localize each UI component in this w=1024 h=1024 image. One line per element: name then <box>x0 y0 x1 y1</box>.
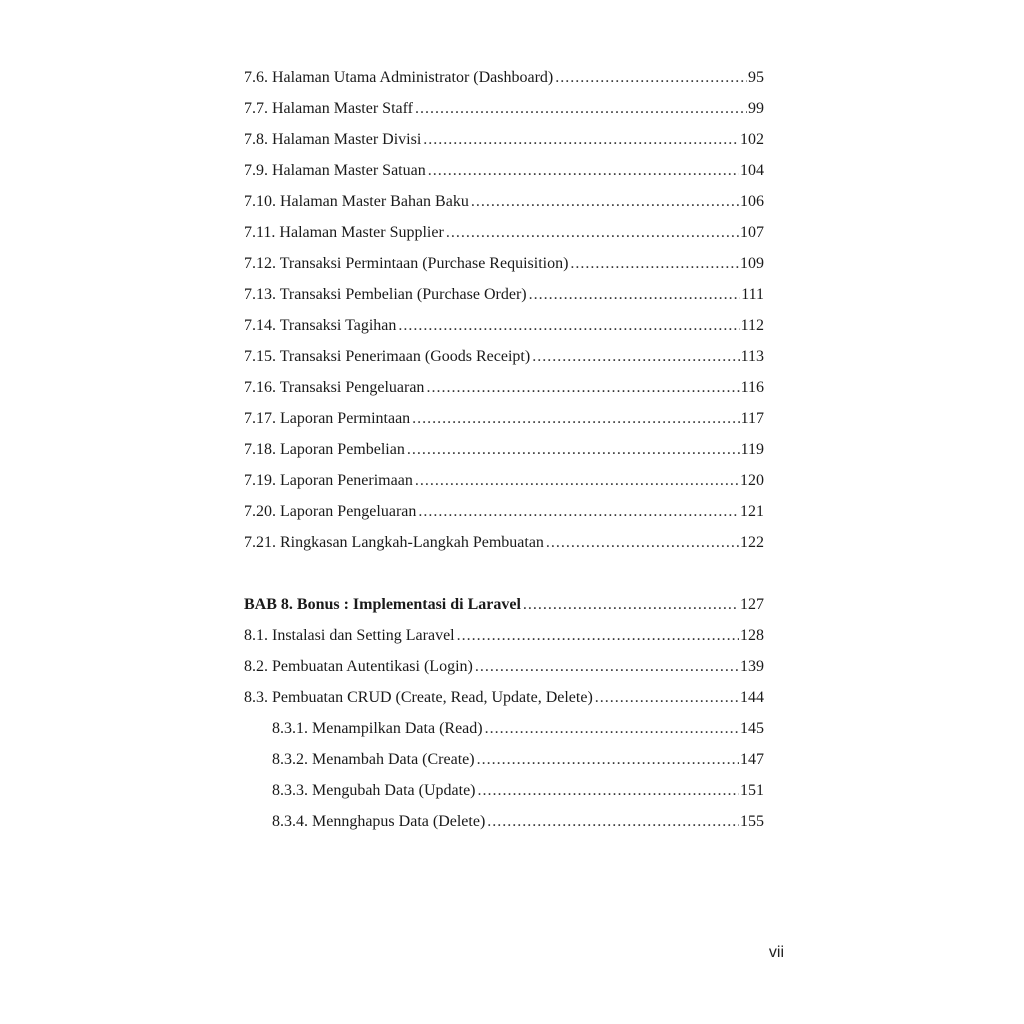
toc-entry-title: 7.10. Halaman Master Bahan Baku <box>244 193 469 210</box>
toc-subentry-title: 8.3.1. Menampilkan Data (Read) <box>272 720 483 737</box>
toc-subentry-page: 151 <box>740 782 764 799</box>
dot-leader <box>485 713 739 744</box>
toc-entry-page: 119 <box>740 441 764 458</box>
toc-entry <box>244 124 764 155</box>
toc-entry-title: 7.9. Halaman Master Satuan <box>244 162 426 179</box>
dot-leader <box>423 124 739 155</box>
dot-leader <box>398 310 739 341</box>
toc-entry-page: 102 <box>740 131 764 148</box>
toc-entry-page: 117 <box>740 410 764 427</box>
toc-chapter-heading <box>244 589 764 620</box>
toc-entry-page: 109 <box>740 255 764 272</box>
dot-leader <box>532 341 739 372</box>
toc-entry <box>244 651 764 682</box>
dot-leader <box>555 62 747 93</box>
toc-entry <box>244 310 764 341</box>
dot-leader <box>428 155 739 186</box>
toc-subentry-page: 155 <box>740 813 764 830</box>
toc-entry <box>244 527 764 558</box>
toc-entry-page: 112 <box>740 317 764 334</box>
dot-leader <box>418 496 739 527</box>
dot-leader <box>415 465 739 496</box>
toc-entry-page: 113 <box>740 348 764 365</box>
toc-entry <box>244 341 764 372</box>
toc-entry-title: 7.17. Laporan Permintaan <box>244 410 411 427</box>
toc-entry <box>244 434 764 465</box>
toc-entry <box>244 62 764 93</box>
toc-entry <box>244 620 764 651</box>
toc-entry <box>244 465 764 496</box>
toc-chapter-page: 127 <box>740 596 764 613</box>
dot-leader <box>523 589 739 620</box>
page-number: vii <box>768 944 784 961</box>
toc-chapter-8 <box>244 589 764 837</box>
toc-entry <box>244 186 764 217</box>
toc-subentry-title: 8.3.4. Mennghapus Data (Delete) <box>272 813 486 830</box>
toc-entry-page: 95 <box>748 69 764 86</box>
toc-entry-title: 8.1. Instalasi dan Setting Laravel <box>244 627 455 644</box>
toc-entry-page: 121 <box>740 503 764 520</box>
toc-entry-title: 7.15. Transaksi Penerimaan (Goods Receipt) <box>244 348 531 365</box>
dot-leader <box>595 682 739 713</box>
dot-leader <box>529 279 741 310</box>
dot-leader <box>478 775 740 806</box>
toc-entry-page: 116 <box>740 379 764 396</box>
dot-leader <box>475 651 739 682</box>
toc-entry <box>244 217 764 248</box>
toc-subentry-title: 8.3.3. Mengubah Data (Update) <box>272 782 476 799</box>
toc-entry-title: 7.12. Transaksi Permintaan (Purchase Requisition) <box>244 255 569 272</box>
toc-chapter-title: BAB 8. Bonus : Implementasi di Laravel <box>244 596 521 613</box>
toc-entry-title: 7.6. Halaman Utama Administrator (Dashboard) <box>244 69 554 86</box>
toc-entry <box>244 496 764 527</box>
toc-entry-page: 122 <box>740 534 764 551</box>
toc-entry-page: 107 <box>740 224 764 241</box>
toc-subentry-page: 145 <box>740 720 764 737</box>
dot-leader <box>457 620 739 651</box>
toc-entry-title: 7.21. Ringkasan Langkah-Langkah Pembuatan <box>244 534 544 551</box>
dot-leader <box>546 527 739 558</box>
dot-leader <box>415 93 747 124</box>
toc-entry-page: 144 <box>740 689 764 706</box>
toc-section-7 <box>244 62 764 558</box>
toc-subentry <box>244 744 764 775</box>
dot-leader <box>412 403 739 434</box>
toc-entry-page: 139 <box>740 658 764 675</box>
toc-entry <box>244 403 764 434</box>
toc-entry <box>244 372 764 403</box>
toc-entry <box>244 155 764 186</box>
toc-entry-page: 111 <box>741 286 764 303</box>
dot-leader <box>471 186 739 217</box>
toc-entry-title: 7.16. Transaksi Pengeluaran <box>244 379 425 396</box>
toc-entry-title: 7.8. Halaman Master Divisi <box>244 131 422 148</box>
toc-entry-title: 7.19. Laporan Penerimaan <box>244 472 413 489</box>
toc-entry-title: 7.18. Laporan Pembelian <box>244 441 405 458</box>
toc-entry-title: 7.14. Transaksi Tagihan <box>244 317 397 334</box>
toc-entry-title: 7.7. Halaman Master Staff <box>244 100 413 117</box>
toc-subentry <box>244 806 764 837</box>
dot-leader <box>570 248 739 279</box>
toc-subentry <box>244 713 764 744</box>
dot-leader <box>407 434 740 465</box>
toc-entry-title: 7.20. Laporan Pengeluaran <box>244 503 417 520</box>
dot-leader <box>426 372 739 403</box>
dot-leader <box>446 217 739 248</box>
toc-subentry-title: 8.3.2. Menambah Data (Create) <box>272 751 475 768</box>
toc-entry <box>244 279 764 310</box>
dot-leader <box>487 806 739 837</box>
toc-entry <box>244 682 764 713</box>
toc-entry-title: 8.2. Pembuatan Autentikasi (Login) <box>244 658 473 675</box>
toc-entry <box>244 248 764 279</box>
toc-entry-page: 99 <box>748 100 764 117</box>
toc-entry-title: 7.11. Halaman Master Supplier <box>244 224 444 241</box>
toc-entry-page: 106 <box>740 193 764 210</box>
table-of-contents <box>244 62 764 837</box>
toc-entry-page: 120 <box>740 472 764 489</box>
toc-entry-page: 104 <box>740 162 764 179</box>
toc-entry-title: 7.13. Transaksi Pembelian (Purchase Order) <box>244 286 527 303</box>
toc-subentry-page: 147 <box>740 751 764 768</box>
toc-entry <box>244 93 764 124</box>
toc-subentry <box>244 775 764 806</box>
dot-leader <box>477 744 739 775</box>
toc-entry-title: 8.3. Pembuatan CRUD (Create, Read, Update, Delete) <box>244 689 593 706</box>
toc-entry-page: 128 <box>740 627 764 644</box>
